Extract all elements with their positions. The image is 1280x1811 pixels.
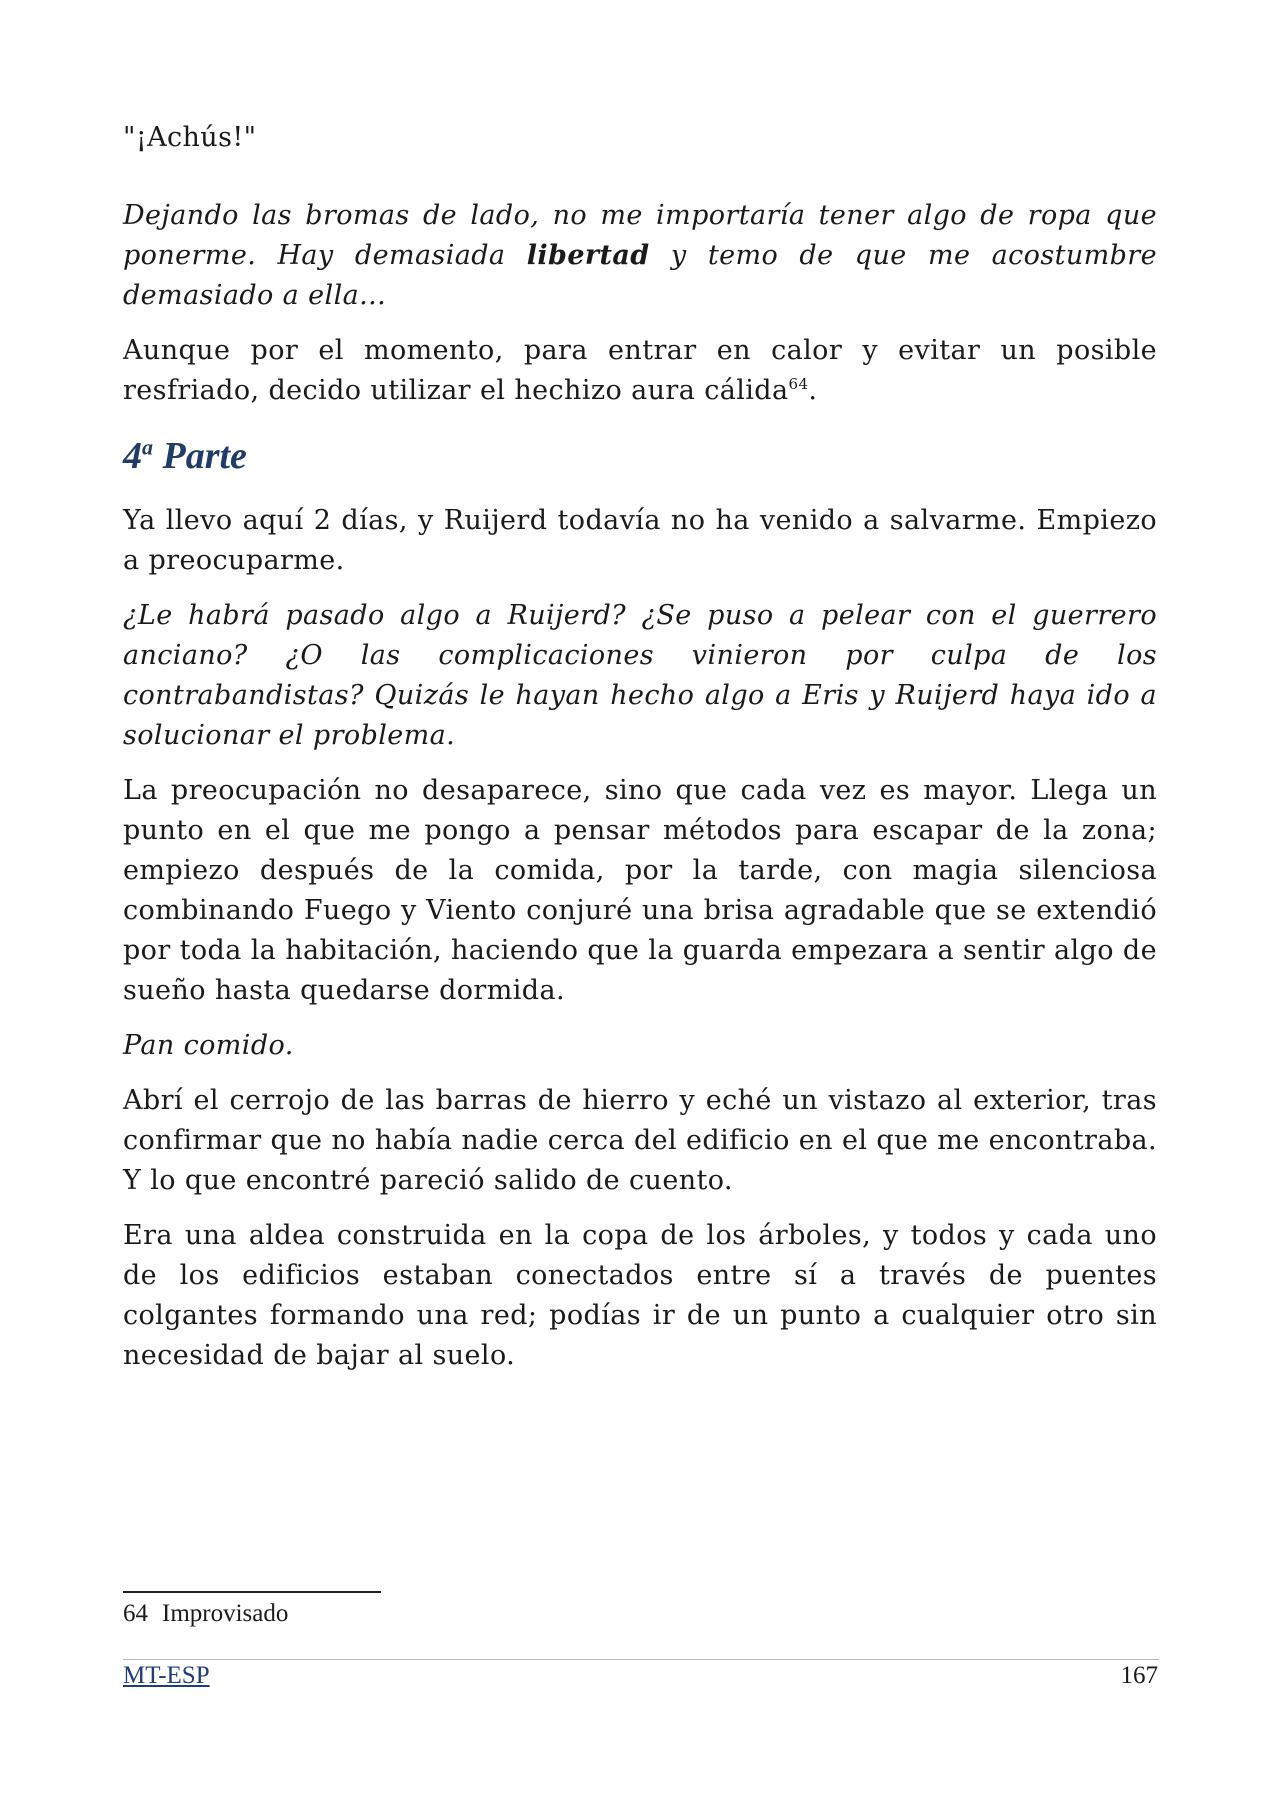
footnote-number: 64 (123, 1600, 148, 1627)
paragraph-two-days: Ya llevo aquí 2 días, y Ruijerd todavía no ha venido a salvarme. Empiezo a preocuparme. (123, 505, 1157, 576)
footnote (123, 1598, 288, 1630)
paragraph-text: . (808, 375, 818, 406)
footer-divider (123, 1659, 1159, 1660)
paragraph-pan-comido: Pan comido. (123, 1030, 294, 1061)
paragraph-achus: "¡Achús!" (123, 122, 257, 153)
paragraph-bars: Abrí el cerrojo de las barras de hierro y eché un vistazo al exterior, tras confirmar que no había nadie cerca del edificio en el que me encontraba. Y lo que encontré pareció salido de cuento. (123, 1085, 1157, 1196)
bold-word: libertad (526, 240, 650, 271)
paragraph-text: y temo de que me acostumbre demasiado a ella... (123, 240, 1157, 311)
paragraph-italic-thought (123, 196, 1157, 316)
section-heading (123, 433, 1157, 479)
paragraph-text: Dejando las bromas de lado, no me importaría tener algo de ropa que ponerme. Hay demasiada (123, 200, 1157, 271)
footnote-divider (123, 1591, 381, 1593)
paragraph-escape: La preocupación no desaparece, sino que cada vez es mayor. Llega un punto en el que me pongo a pensar métodos para escapar de la zona; empiezo después de la comida, por la tarde, con magia silenciosa combinando Fuego y Viento conjuré una brisa agradable que se extendió por toda la habitación, haciendo que la guarda empezara a sentir algo de sueño hasta quedarse dormida. (123, 775, 1157, 1006)
footnote-text: Improvisado (162, 1600, 289, 1627)
heading-number: 4 (123, 435, 142, 477)
page-body (123, 118, 1157, 1376)
heading-ordinal: a (142, 434, 153, 460)
paragraph-text: Aunque por el momento, para entrar en calor y evitar un posible resfriado, decido utilizar el hechizo aura cálida (123, 335, 1157, 406)
paragraph-aura (123, 331, 1157, 411)
footnote-reference[interactable]: 64 (788, 375, 809, 393)
paragraph-italic-questions: ¿Le habrá pasado algo a Ruijerd? ¿Se puso a pelear con el guerrero anciano? ¿O las complicaciones vinieron por culpa de los contrabandistas? Quizás le hayan hecho algo a Eris y Ruijerd haya ido a solucionar el problema. (123, 600, 1157, 751)
footer-link-mt-esp[interactable]: MT-ESP (123, 1662, 210, 1689)
page-number: 167 (1120, 1662, 1158, 1689)
heading-word: Parte (153, 435, 247, 477)
paragraph-village: Era una aldea construida en la copa de los árboles, y todos y cada uno de los edificios estaban conectados entre sí a través de puentes colgantes formando una red; podías ir de un punto a cualquier otro sin necesidad de bajar al suelo. (123, 1220, 1157, 1371)
